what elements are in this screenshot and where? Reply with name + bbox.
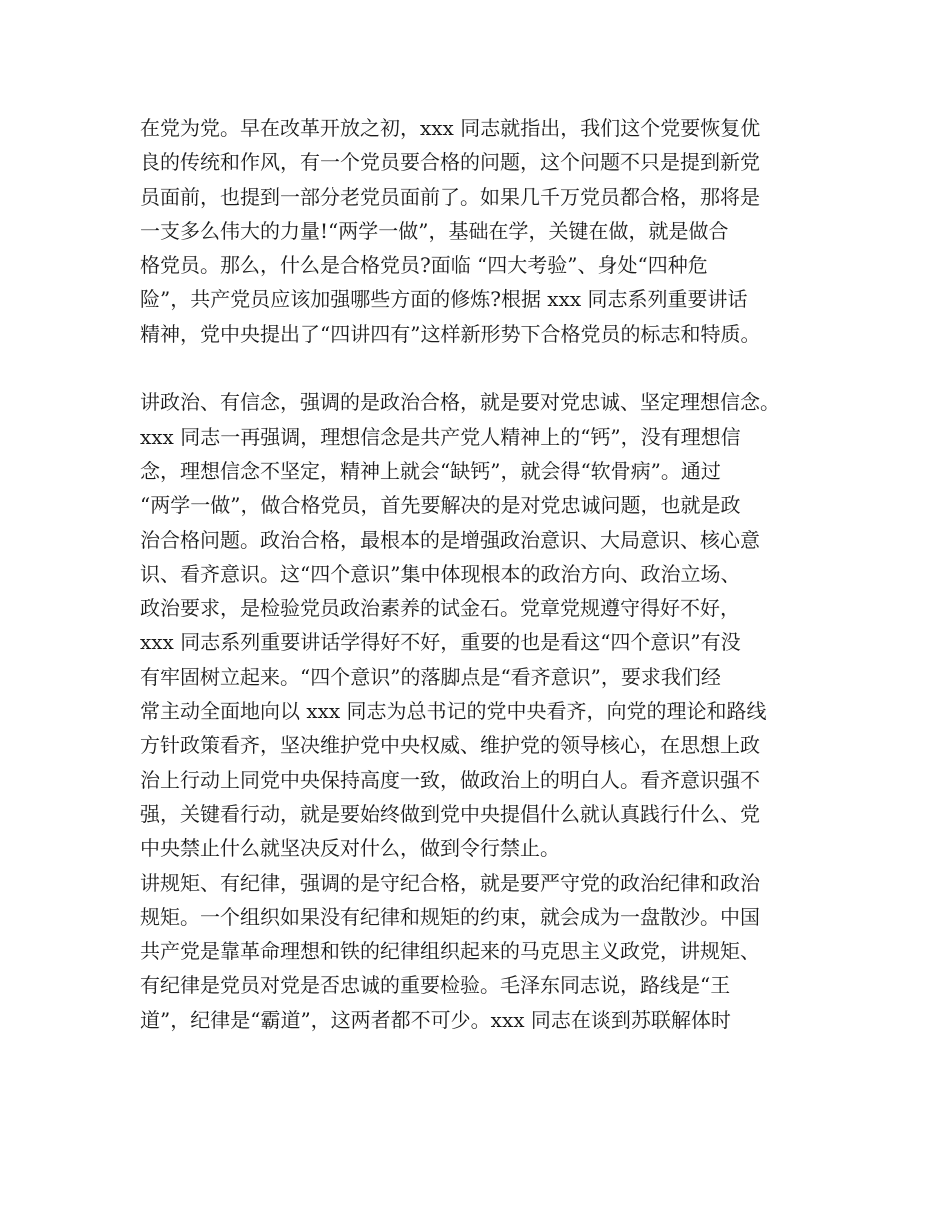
text-line: 讲政治、有信念，强调的是政治合格，就是要对党忠诚、坚定理想信念。: [140, 390, 780, 415]
text-line: 一支多么伟大的力量!“两学一做”，基础在学，关键在做，就是做合: [140, 218, 729, 243]
text-line: 常主动全面地向以 xxx 同志为总书记的党中央看齐，向党的理论和路线: [140, 699, 767, 724]
text-line: 险”，共产党员应该加强哪些方面的修炼?根据 xxx 同志系列重要讲话: [140, 287, 748, 312]
text-line: 治上行动上同党中央保持高度一致，做政治上的明白人。看齐意识强不: [140, 767, 760, 792]
text-line: 规矩。一个组织如果没有纪律和规矩的约束，就会成为一盘散沙。中国: [140, 904, 760, 929]
text-line: 中央禁止什么就坚决反对什么，做到令行禁止。: [140, 836, 560, 861]
text-line: 良的传统和作风，有一个党员要合格的问题，这个问题不只是提到新党: [140, 150, 760, 175]
text-line: 格党员。那么，什么是合格党员?面临 “四大考验”、身处“四种危: [140, 253, 708, 278]
text-line: 强，关键看行动，就是要始终做到党中央提倡什么就认真践行什么、党: [140, 801, 760, 826]
paragraph-3: [140, 866, 830, 1037]
paragraph-1: [140, 111, 830, 351]
text-line: 有纪律是党员对党是否忠诚的重要检验。毛泽东同志说，路线是“王: [140, 973, 731, 998]
text-line: 念，理想信念不坚定，精神上就会“缺钙”，就会得“软骨病”。通过: [140, 458, 721, 483]
text-line: 识、看齐意识。这“四个意识”集中体现根本的政治方向、政治立场、: [140, 561, 741, 586]
text-line: 治合格问题。政治合格，最根本的是增强政治意识、大局意识、核心意: [140, 527, 760, 552]
text-line: xxx 同志一再强调，理想信念是共产党人精神上的“钙”，没有理想信: [140, 424, 741, 449]
paragraph-spacer: [140, 351, 830, 385]
text-line: 方针政策看齐，坚决维护党中央权威、维护党的领导核心，在思想上政: [140, 733, 760, 758]
text-line: 政治要求，是检验党员政治素养的试金石。党章党规遵守得好不好，: [140, 596, 740, 621]
text-line: 精神，党中央提出了“四讲四有”这样新形势下合格党员的标志和特质。: [140, 321, 761, 346]
text-line: 道”，纪律是“霸道”，这两者都不可少。xxx 同志在谈到苏联解体时: [140, 1007, 731, 1032]
text-line: 在党为党。早在改革开放之初，xxx 同志就指出，我们这个党要恢复优: [140, 116, 761, 140]
document-body: [140, 111, 830, 1037]
text-line: 共产党是靠革命理想和铁的纪律组织起来的马克思主义政党，讲规矩、: [140, 939, 760, 964]
text-line: xxx 同志系列重要讲话学得好不好，重要的也是看这“四个意识”有没: [140, 630, 741, 655]
text-line: 员面前，也提到一部分老党员面前了。如果几千万党员都合格，那将是: [140, 184, 760, 209]
text-line: 讲规矩、有纪律，强调的是守纪合格，就是要严守党的政治纪律和政治: [140, 870, 760, 895]
text-line: “两学一做”，做合格党员，首先要解决的是对党忠诚问题，也就是政: [140, 493, 741, 518]
paragraph-2: [140, 385, 830, 865]
text-line: 有牢固树立起来。“四个意识”的落脚点是“看齐意识”，要求我们经: [140, 664, 721, 689]
